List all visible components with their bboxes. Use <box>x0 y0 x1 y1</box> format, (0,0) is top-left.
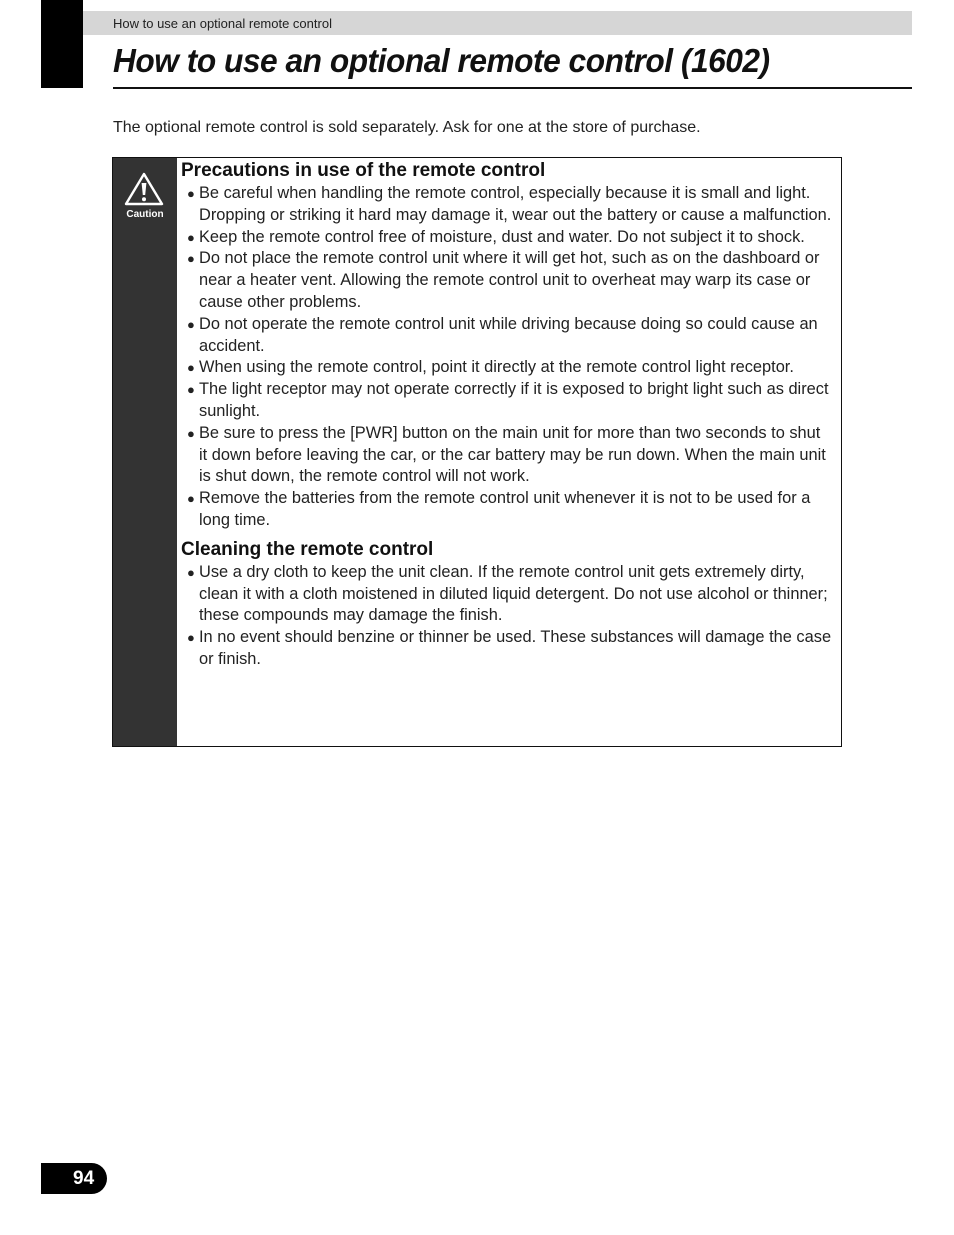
list-item: ● Do not place the remote control unit where it will get hot, such as on the dashboard or near a heater vent. Allowing the remote control unit to overheat may warp its case or cause other problems. <box>187 249 820 311</box>
list-item: ● When using the remote control, point it directly at the remote control light receptor. <box>187 358 794 377</box>
page-number: 94 <box>41 1163 107 1194</box>
section-heading-precautions: Precautions in use of the remote control <box>181 160 546 181</box>
list-item: ● The light receptor may not operate correctly if it is exposed to bright light such as direct sunlight. <box>187 380 829 420</box>
list-item: ● Remove the batteries from the remote control unit whenever it is not to be used for a long time. <box>187 489 811 529</box>
chapter-tab-marker <box>41 0 83 88</box>
list-item: ● Do not operate the remote control unit while driving because doing so could cause an accident. <box>187 314 818 355</box>
list-item: ● Be careful when handling the remote control, especially because it is small and light. Dropping or striking it hard may damage it, wear out the battery or cause a malfunction. <box>187 184 832 224</box>
running-header-text: How to use an optional remote control <box>113 16 332 31</box>
list-item: ● Keep the remote control free of moisture, dust and water. Do not subject it to shock. <box>187 227 805 246</box>
list-item: ● In no event should benzine or thinner be used. These substances will damage the case or finish. <box>187 628 832 668</box>
cleaning-list <box>181 562 833 671</box>
list-item: ● Use a dry cloth to keep the unit clean. If the remote control unit gets extremely dirty, clean it with a cloth moistened in diluted liquid detergent. Do not use alcohol or thinner; these compounds may damage the finish. <box>187 562 828 625</box>
caution-content <box>177 158 841 746</box>
page-title: How to use an optional remote control (1602) <box>113 42 770 79</box>
running-header <box>83 11 912 35</box>
list-item: ● Be sure to press the [PWR] button on the main unit for more than two seconds to shut it down before leaving the car, or the car battery may be run down. When the main unit is shut down, the remote control will not work. <box>187 423 826 486</box>
precautions-list <box>181 183 833 532</box>
caution-warning-triangle-icon <box>124 172 164 206</box>
intro-paragraph: The optional remote control is sold separately. Ask for one at the store of purchase. <box>113 119 701 136</box>
section-heading-cleaning: Cleaning the remote control <box>181 538 434 560</box>
caution-label: Caution <box>126 209 164 220</box>
title-underline <box>113 87 912 89</box>
caution-sidebar <box>113 158 177 746</box>
caution-box <box>112 157 842 747</box>
